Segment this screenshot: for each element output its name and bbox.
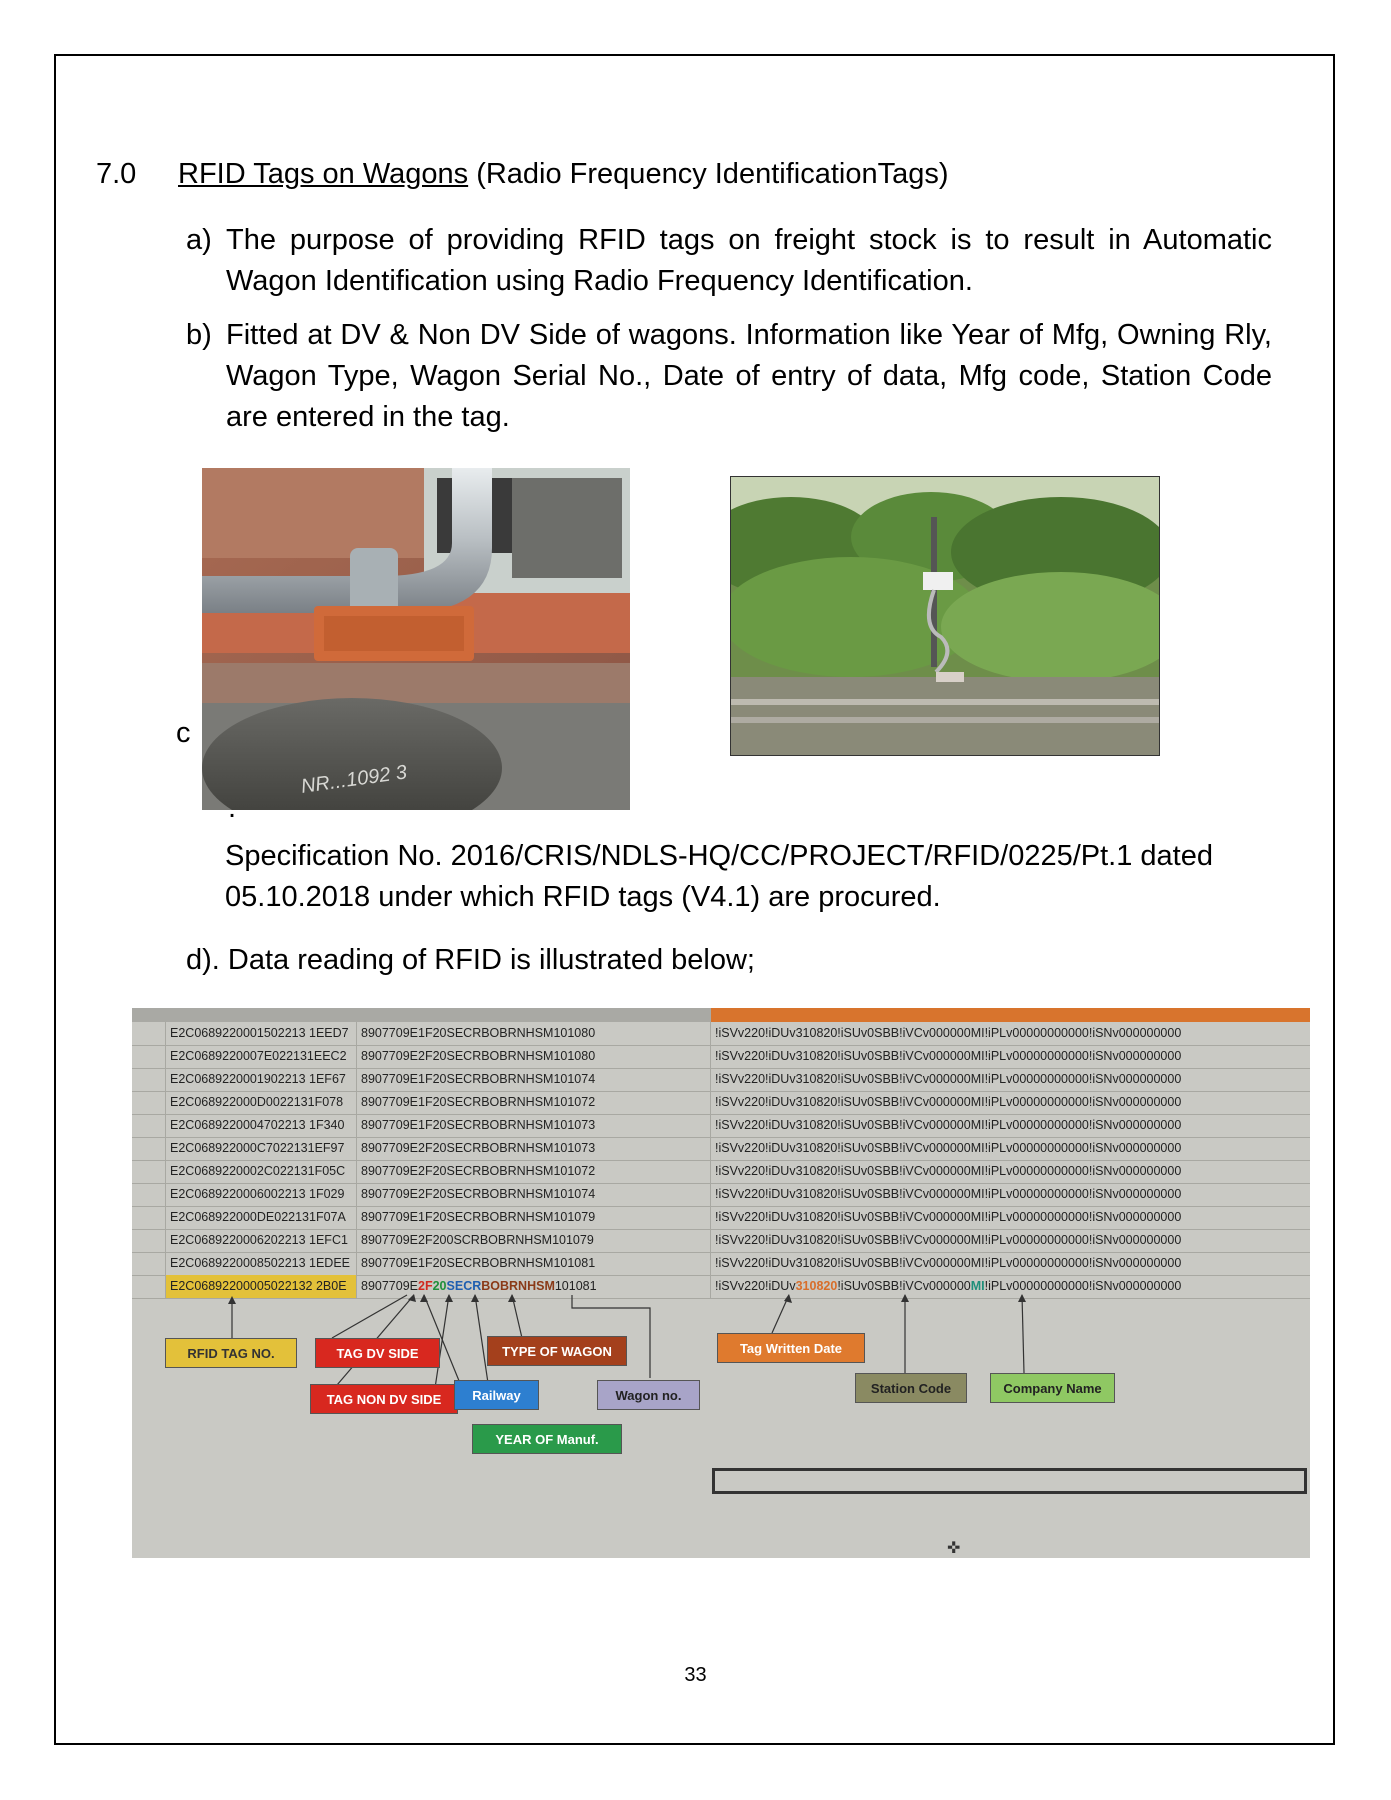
station-code-label: Station Code [855,1373,967,1403]
tag-dv-side-label: TAG DV SIDE [315,1338,440,1368]
section-title: RFID Tags on Wagons [178,158,469,190]
svg-text:NR...1092 3: NR...1092 3 [299,761,409,798]
table-row: E2C0689220001902213 1EF67 8907709E1F20SECRBOBRNHSM101074 !iSVv220!iDUv310820!iSUv0SBB!iVCv000000MI!iPLv00000000000!iSNv000000000 [132,1068,1310,1092]
item-a-text: The purpose of providing RFID tags on freight stock is to result in Automatic Wagon Identification using Radio Frequency Identification. [226,224,1272,297]
section-subtitle: (Radio Frequency IdentificationTags) [468,158,949,190]
rfid-data-spreadsheet [132,1008,1310,1558]
tag-written-date-label: Tag Written Date [717,1333,865,1363]
page-number: 33 [684,1664,707,1686]
table-row: E2C0689220006202213 1EFC1 8907709E2F200SCRBOBRNHSM101079 !iSVv220!iDUv310820!iSUv0SBB!iVCv000000MI!iPLv00000000000!iSNv000000000 [132,1229,1310,1253]
item-c-dot: . [228,792,237,824]
wagon-no-label: Wagon no. [597,1380,700,1410]
wagon-rfid-tag-photo [202,468,630,810]
item-b-text: Fitted at DV & Non DV Side of wagons. Information like Year of Mfg, Owning Rly, Wagon Type, Wagon Serial No., Date of entry of data, Mfg code, Station Code are entered in the tag. [226,319,1272,433]
type-of-wagon-label: TYPE OF WAGON [487,1336,627,1366]
section-heading [96,158,949,191]
table-row: E2C0689220008502213 1EDEE 8907709E1F20SECRBOBRNHSM101081 !iSVv220!iDUv310820!iSUv0SBB!iVCv000000MI!iPLv00000000000!iSNv000000000 [132,1252,1310,1276]
table-row: E2C068922000DE022131F07A 8907709E1F20SECRBOBRNHSM101079 !iSVv220!iDUv310820!iSUv0SBB!iVCv000000MI!iPLv00000000000!iSNv000000000 [132,1206,1310,1230]
table-row: E2C0689220007E022131EEC2 8907709E2F20SECRBOBRNHSM101080 !iSVv220!iDUv310820!iSUv0SBB!iVCv000000MI!iPLv00000000000!iSNv000000000 [132,1045,1310,1069]
company-name-label: Company Name [990,1373,1115,1403]
table-row: E2C0689220001502213 1EED7 8907709E1F20SECRBOBRNHSM101080 !iSVv220!iDUv310820!iSUv0SBB!iVCv000000MI!iPLv00000000000!iSNv000000000 [132,1022,1310,1046]
wagon-code-cell: 8907709E2F20SECRBOBRNHSM101081 [356,1275,711,1298]
trackside-reader-photo [730,476,1160,756]
table-row: E2C068922000C7022131EF97 8907709E2F20SECRBOBRNHSM101073 !iSVv220!iDUv310820!iSUv0SBB!iVCv000000MI!iPLv00000000000!iSNv000000000 [132,1137,1310,1161]
year-of-manuf-label: YEAR OF Manuf. [472,1424,622,1454]
table-row: E2C0689220006002213 1F029 8907709E2F20SECRBOBRNHSM101074 !iSVv220!iDUv310820!iSUv0SBB!iVCv000000MI!iPLv00000000000!iSNv000000000 [132,1183,1310,1207]
item-d-text: d). Data reading of RFID is illustrated below; [186,944,755,976]
item-c-label: c [176,717,191,749]
item-a [186,220,1272,302]
tag-non-dv-side-label: TAG NON DV SIDE [310,1384,458,1414]
item-b-label: b) [186,319,212,351]
section-number: 7.0 [96,158,137,190]
specification-text: Specification No. 2016/CRIS/NDLS-HQ/CC/PROJECT/RFID/0225/Pt.1 dated 05.10.2018 under which RFID tags (V4.1) are procured. [225,840,1213,913]
rfid-tag-number-cell: E2C06892200005022132 2B0E [165,1275,357,1298]
cursor-icon: ✜ [947,1540,961,1557]
table-row: E2C068922000D0022131F078 8907709E1F20SECRBOBRNHSM101072 !iSVv220!iDUv310820!iSUv0SBB!iVCv000000MI!iPLv00000000000!iSNv000000000 [132,1091,1310,1115]
table-row: E2C0689220002C022131F05C 8907709E2F20SECRBOBRNHSM101072 !iSVv220!iDUv310820!iSUv0SBB!iVCv000000MI!iPLv00000000000!iSNv000000000 [132,1160,1310,1184]
table-row: E2C0689220004702213 1F340 8907709E1F20SECRBOBRNHSM101073 !iSVv220!iDUv310820!iSUv0SBB!iVCv000000MI!iPLv00000000000!iSNv000000000 [132,1114,1310,1138]
selected-empty-cell [712,1468,1307,1494]
item-b [186,315,1272,438]
railway-label: Railway [454,1380,539,1410]
tag-data-cell: !iSVv220!iDUv310820!iSUv0SBB!iVCv000000MI!iPLv00000000000!iSNv000000000 [710,1275,1310,1298]
item-a-label: a) [186,224,212,256]
rfid-tag-no-label: RFID TAG NO. [165,1338,297,1368]
